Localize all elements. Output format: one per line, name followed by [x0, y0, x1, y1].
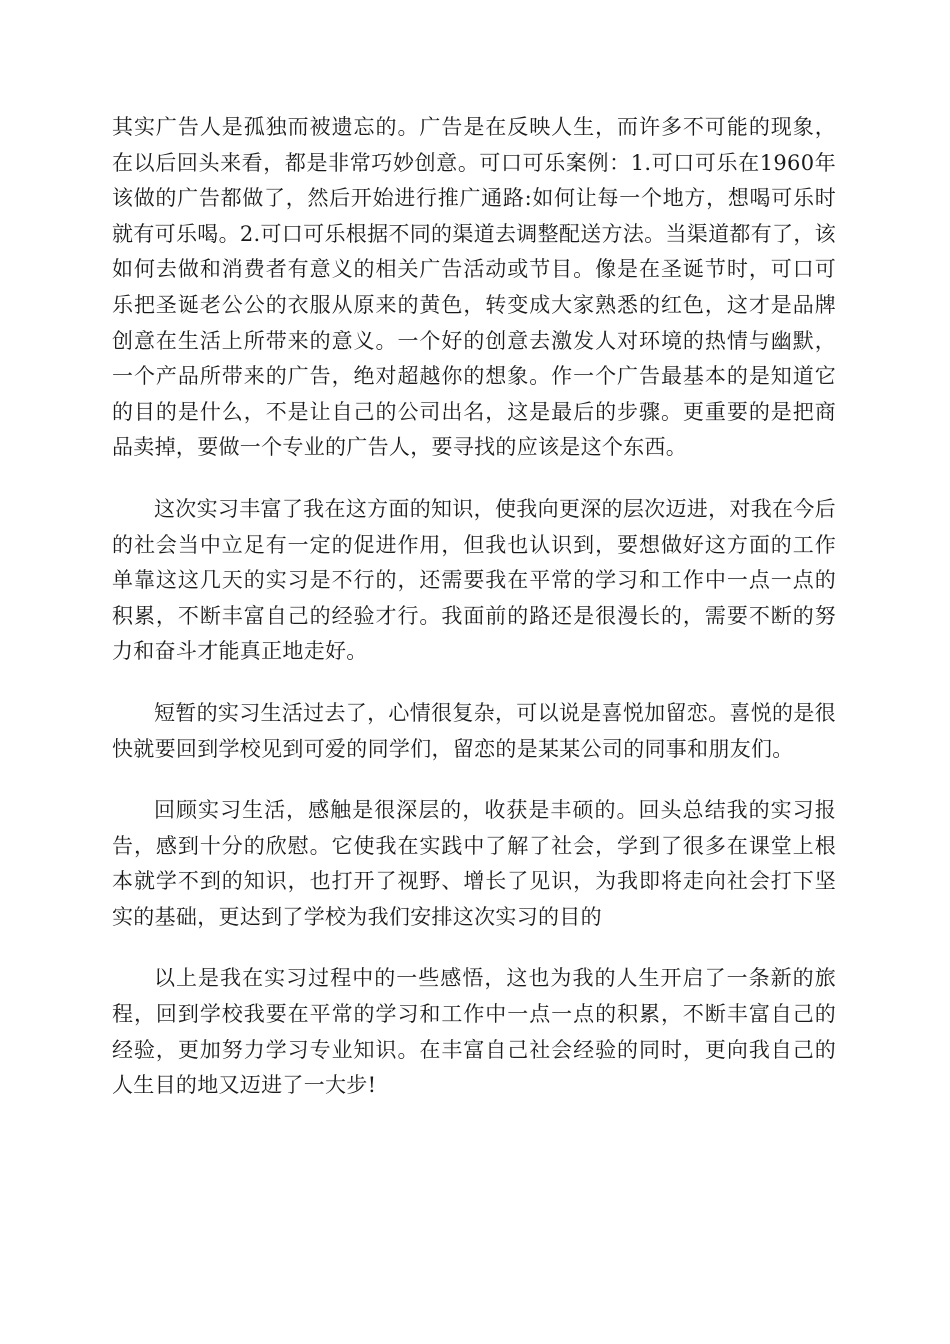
paragraph-coca-cola-case: 其实广告人是孤独而被遗忘的。广告是在反映人生，而许多不可能的现象，在以后回头来看，都是非常巧妙创意。可口可乐案例：1.可口可乐在1960年该做的广告都做了，然后开始进行推广通路:如何让每一个地方，想喝可乐时就有可乐喝。2.可口可乐根据不同的渠道去调整配送方法。当渠道都有了，该如何去做和消费者有意义的相关广告活动或节目。像是在圣诞节时，可口可乐把圣诞老公公的衣服从原来的黄色，转变成大家熟悉的红色，这才是品牌创意在生活上所带来的意义。一个好的创意去激发人对环境的热情与幽默，一个产品所带来的广告，绝对超越你的想象。作一个广告最基本的是知道它的目的是什么，不是让自己的公司出名，这是最后的步骤。更重要的是把商品卖掉，要做一个专业的广告人，要寻找的应该是这个东西。 — [112, 115, 836, 460]
paragraph-conclusion: 以上是我在实习过程中的一些感悟，这也为我的人生开启了一条新的旅程，回到学校我要在平常的学习和工作中一点一点的积累，不断丰富自己的经验，更加努力学习专业知识。在丰富自己社会经验的同时，更向我自己的人生目的地又迈进了一大步! — [112, 966, 836, 1098]
document-body — [112, 110, 836, 1130]
paragraph-mixed-feelings: 短暂的实习生活过去了，心情很复杂，可以说是喜悦加留恋。喜悦的是很快就要回到学校见到可爱的同学们，留恋的是某某公司的同事和朋友们。 — [112, 700, 836, 761]
paragraph-review: 回顾实习生活，感触是很深层的，收获是丰硕的。回头总结我的实习报告，感到十分的欣慰。它使我在实践中了解了社会，学到了很多在课堂上根本就学不到的知识，也打开了视野、增长了见识，为我即将走向社会打下坚实的基础，更达到了学校为我们安排这次实习的目的 — [112, 798, 836, 929]
paragraph-internship-knowledge: 这次实习丰富了我在这方面的知识，使我向更深的层次迈进，对我在今后的社会当中立足有一定的促进作用，但我也认识到，要想做好这方面的工作单靠这这几天的实习是不行的，还需要我在平常的学习和工作中一点一点的积累，不断丰富自己的经验才行。我面前的路还是很漫长的，需要不断的努力和奋斗才能真正地走好。 — [112, 496, 836, 664]
